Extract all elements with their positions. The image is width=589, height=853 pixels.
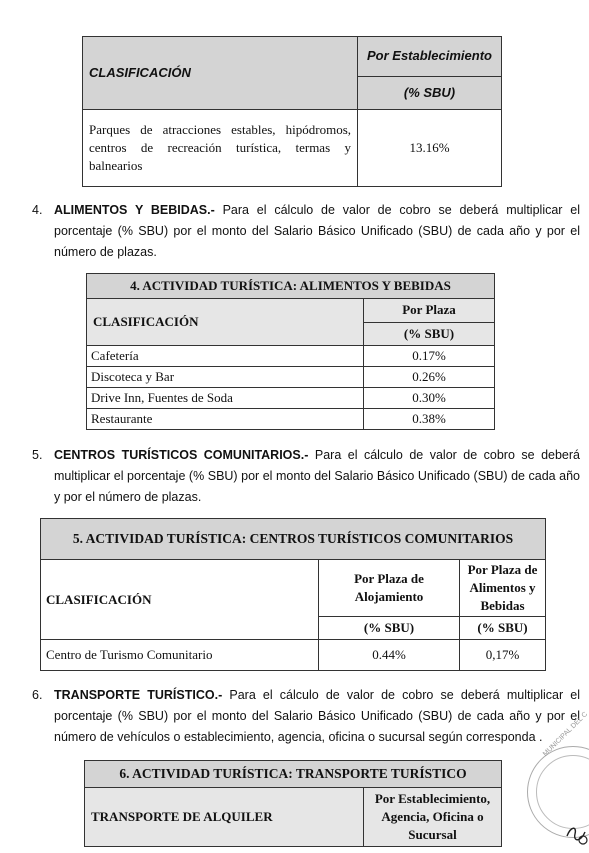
table4-row-name-text: Discoteca y Bar bbox=[91, 369, 175, 384]
table5-unit-cell-1 bbox=[319, 617, 460, 640]
table4-row-name-text: Cafetería bbox=[91, 348, 139, 363]
table4-col1-header: CLASIFICACIÓN bbox=[93, 314, 199, 329]
table6-title-cell bbox=[85, 761, 502, 788]
table3-row-value-cell bbox=[358, 110, 502, 187]
table4-title: 4. ACTIVIDAD TURÍSTICA: ALIMENTOS Y BEBIDAS bbox=[130, 278, 451, 293]
stamp-text: MUNICIPAL DEL C bbox=[542, 710, 589, 758]
table5-row-name bbox=[41, 640, 319, 671]
section5-body: Para el cálculo de valor de cobro se deberá multiplicar el porcentaje (% SBU) por el monto del Salario Básico Unificado (SBU) de cada año y por el número de plazas. bbox=[54, 448, 580, 504]
table6-col1-header: TRANSPORTE DE ALQUILER bbox=[91, 809, 273, 824]
table6-header-transporte bbox=[85, 788, 364, 847]
table4-row-name bbox=[87, 367, 364, 388]
section4-number: 4. bbox=[32, 203, 43, 217]
table5-unit: (% SBU) bbox=[477, 620, 528, 635]
table-row bbox=[87, 367, 495, 388]
table6-col2-header: Por Establecimiento, Agencia, Oficina o Sucursal bbox=[374, 791, 491, 842]
table-section5 bbox=[40, 518, 546, 671]
table5-header-alimentos bbox=[460, 560, 546, 617]
table4-unit-cell bbox=[364, 322, 495, 346]
table5-row-value1 bbox=[319, 640, 460, 671]
table5-col1-header: CLASIFICACIÓN bbox=[46, 591, 152, 607]
signature-mark bbox=[565, 822, 589, 846]
section6-number: 6. bbox=[32, 688, 43, 702]
table3-row-desc: Parques de atracciones estables, hipódromos, centros de recreación turística, termas y balnearios bbox=[89, 122, 351, 173]
table3-row-desc-cell bbox=[83, 110, 358, 187]
table5-header-classification bbox=[41, 560, 319, 640]
table4-row-value-text: 0.26% bbox=[412, 369, 446, 384]
table4-row-value bbox=[364, 409, 495, 430]
table5-col3-header: Por Plaza de Alimentos y Bebidas bbox=[467, 562, 538, 613]
table4-row-name-text: Drive Inn, Fuentes de Soda bbox=[91, 390, 233, 405]
table-row bbox=[87, 409, 495, 430]
table-row bbox=[87, 346, 495, 367]
section6-title: TRANSPORTE TURÍSTICO.- bbox=[54, 688, 223, 702]
table3-unit: (% SBU) bbox=[403, 84, 456, 100]
table4-row-value bbox=[364, 388, 495, 409]
table4-row-value-text: 0.17% bbox=[412, 348, 446, 363]
section6-paragraph bbox=[32, 685, 580, 748]
table4-row-value-text: 0.38% bbox=[412, 411, 446, 426]
table3-col2-header: Por Establecimiento bbox=[367, 48, 492, 64]
table-row bbox=[87, 388, 495, 409]
table-row bbox=[41, 640, 546, 671]
table4-row-value bbox=[364, 367, 495, 388]
table4-row-name bbox=[87, 388, 364, 409]
table5-row-value2-text: 0,17% bbox=[485, 647, 520, 662]
table3-row-value: 13.16% bbox=[409, 140, 450, 155]
table-section4 bbox=[86, 273, 495, 430]
section5-number: 5. bbox=[32, 448, 43, 462]
table4-row-value-text: 0.30% bbox=[412, 390, 446, 405]
section5-title: CENTROS TURÍSTICOS COMUNITARIOS.- bbox=[54, 448, 309, 462]
table5-title: 5. ACTIVIDAD TURÍSTICA: CENTROS TURÍSTICOS COMUNITARIOS bbox=[72, 531, 514, 546]
section4-body: Para el cálculo de valor de cobro se deberá multiplicar el porcentaje (% SBU) por el monto del Salario Básico Unificado (SBU) de cada año y por el número de plazas. bbox=[54, 203, 580, 259]
section4-title: ALIMENTOS Y BEBIDAS.- bbox=[54, 203, 215, 217]
table5-col2-header: Por Plaza de Alojamiento bbox=[354, 571, 424, 604]
table5-row-value1-text: 0.44% bbox=[372, 647, 406, 662]
table3-header-per-establishment bbox=[358, 37, 502, 77]
table5-unit-cell-2 bbox=[460, 617, 546, 640]
table4-row-name bbox=[87, 346, 364, 367]
table5-unit: (% SBU) bbox=[363, 620, 415, 635]
section6-body: Para el cálculo de valor de cobro se deberá multiplicar el porcentaje (% SBU) por el monto del Salario Básico Unificado (SBU) de cada año y por el número de vehículos o establecimiento, agencia, oficina o sucursal según corresponda . bbox=[54, 688, 580, 744]
table4-title-cell bbox=[87, 274, 495, 299]
table3-header-classification bbox=[83, 37, 358, 110]
stamp-inner-ring bbox=[536, 755, 589, 829]
table3-unit-cell bbox=[358, 76, 502, 109]
table5-title-cell bbox=[41, 519, 546, 560]
table-section3 bbox=[82, 36, 502, 187]
table3-col1-header: CLASIFICACIÓN bbox=[89, 65, 191, 80]
table5-row-name-text: Centro de Turismo Comunitario bbox=[46, 647, 213, 662]
table4-header-per-plaza bbox=[364, 299, 495, 323]
table-section6 bbox=[84, 760, 502, 847]
table5-row-value2 bbox=[460, 640, 546, 671]
table6-header-establecimiento bbox=[364, 788, 502, 847]
table4-unit: (% SBU) bbox=[403, 325, 455, 341]
table4-header-classification bbox=[87, 299, 364, 346]
table5-header-alojamiento bbox=[319, 560, 460, 617]
table4-row-name-text: Restaurante bbox=[91, 411, 153, 426]
table4-row-value bbox=[364, 346, 495, 367]
section5-paragraph bbox=[32, 445, 580, 508]
section4-paragraph bbox=[32, 200, 580, 263]
table4-row-name bbox=[87, 409, 364, 430]
table4-col2-header: Por Plaza bbox=[402, 302, 456, 318]
table6-title: 6. ACTIVIDAD TURÍSTICA: TRANSPORTE TURÍSTICO bbox=[119, 766, 467, 781]
